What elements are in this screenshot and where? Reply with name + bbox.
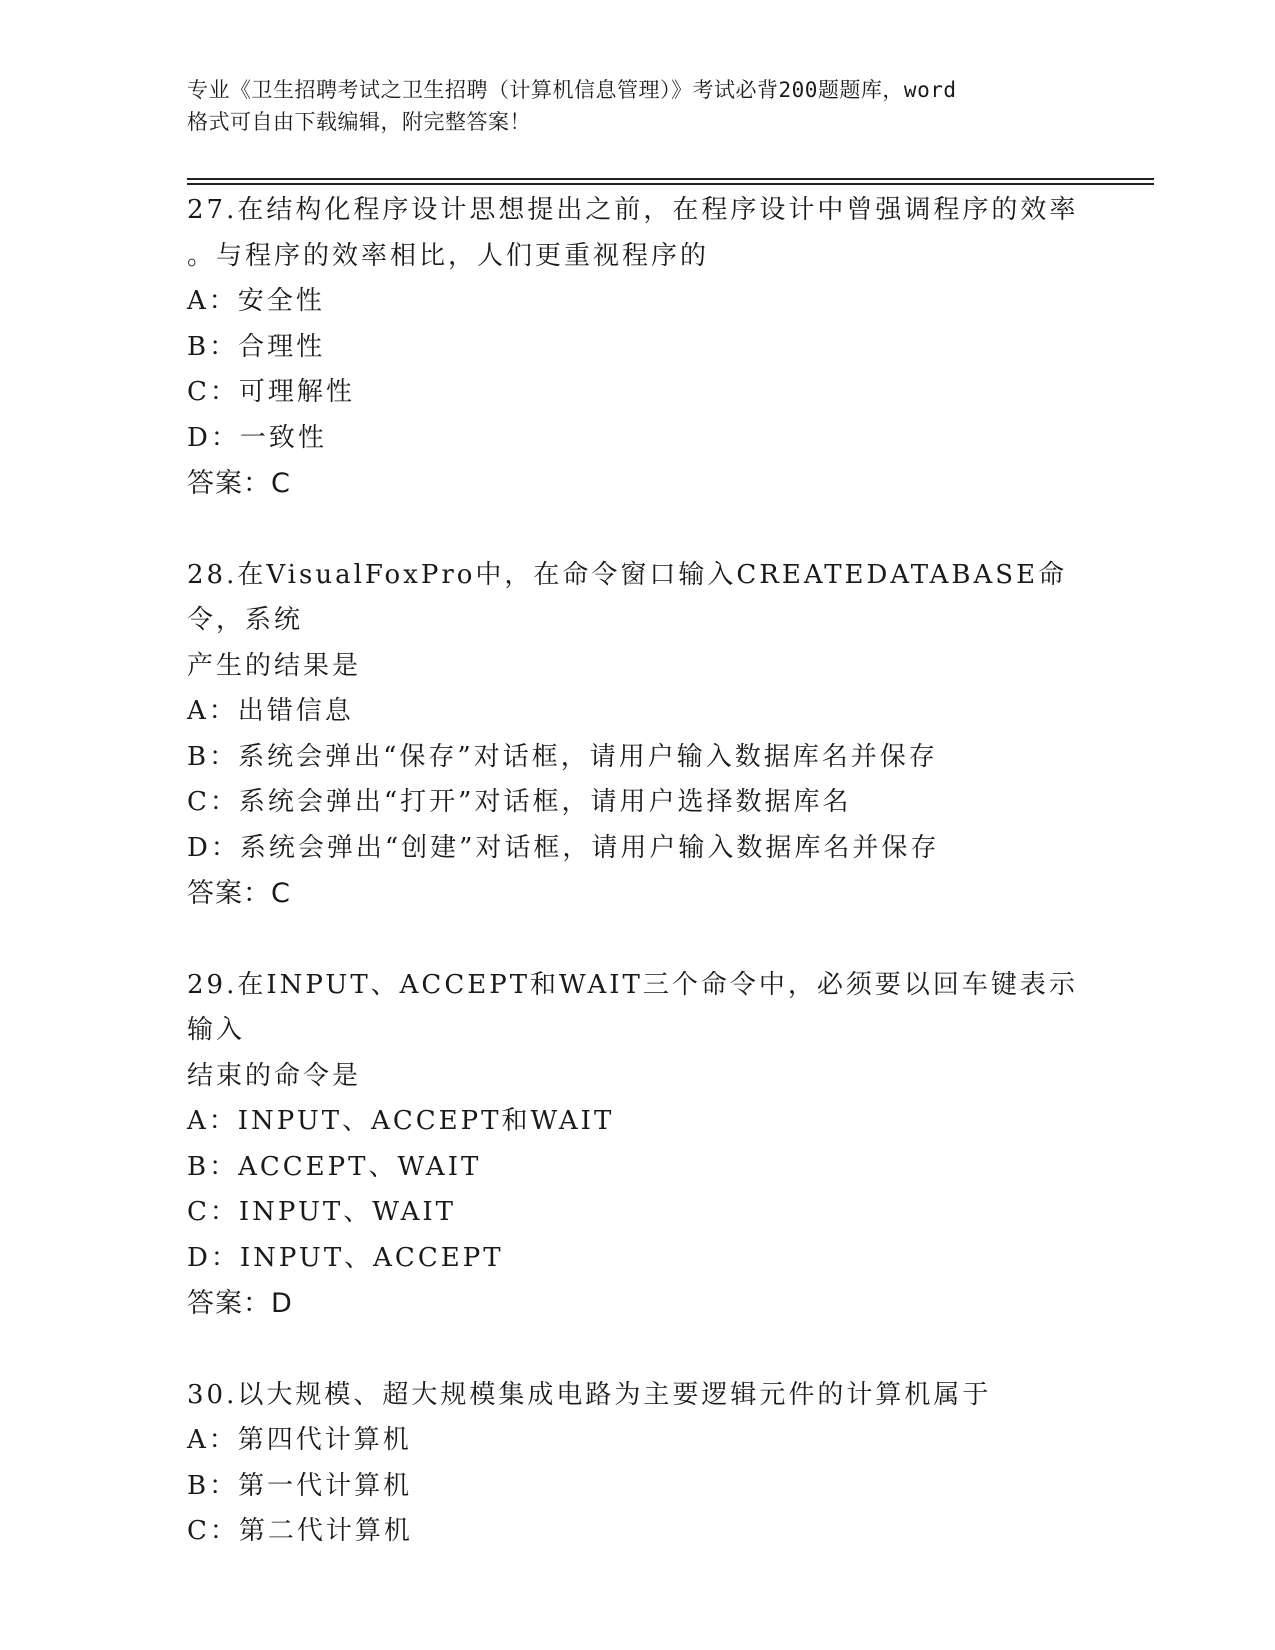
option-c: C：第二代计算机 bbox=[187, 1516, 413, 1546]
spacer bbox=[187, 1327, 1087, 1373]
question-text: 30.以大规模、超大规模集成电路为主要逻辑元件的计算机属于 bbox=[187, 1379, 992, 1410]
option-b: B：ACCEPT、WAIT bbox=[187, 1151, 482, 1182]
option-c: C：INPUT、WAIT bbox=[187, 1197, 457, 1227]
document-header bbox=[187, 74, 1087, 138]
option-c: C：可理解性 bbox=[187, 377, 355, 407]
option-a: A：出错信息 bbox=[187, 696, 354, 726]
option-a: A：第四代计算机 bbox=[187, 1425, 412, 1455]
question-28 bbox=[187, 553, 1087, 917]
option-b: B：系统会弹出“保存”对话框，请用户输入数据库名并保存 bbox=[187, 741, 938, 772]
question-list bbox=[187, 188, 1087, 1555]
option-a: A：安全性 bbox=[187, 286, 325, 316]
question-text: 结束的命令是 bbox=[187, 1060, 362, 1091]
option-d: D：系统会弹出“创建”对话框，请用户输入数据库名并保存 bbox=[187, 832, 940, 863]
option-b: B：合理性 bbox=[187, 331, 326, 362]
question-30 bbox=[187, 1373, 1087, 1555]
question-text: 产生的结果是 bbox=[187, 650, 362, 681]
option-b: B：第一代计算机 bbox=[187, 1470, 413, 1501]
question-text: 28.在VisualFoxPro中，在命令窗口输入CREATEDATABASE命令，系统 bbox=[187, 559, 1068, 635]
question-text: 29.在INPUT、ACCEPT和WAIT三个命令中，必须要以回车键表示输入 bbox=[187, 969, 1078, 1045]
question-27 bbox=[187, 188, 1087, 507]
header-line-1: 专业《卫生招聘考试之卫生招聘（计算机信息管理）》考试必背200题题库，word bbox=[187, 78, 957, 102]
question-text: 27.在结构化程序设计思想提出之前，在程序设计中曾强调程序的效率 bbox=[187, 195, 1079, 225]
option-c: C：系统会弹出“打开”对话框，请用户选择数据库名 bbox=[187, 787, 852, 817]
answer-line: 答案：D bbox=[187, 1288, 293, 1319]
header-divider-bottom bbox=[187, 183, 1154, 185]
header-line-2: 格式可自由下载编辑，附完整答案！ bbox=[187, 110, 531, 134]
spacer bbox=[187, 917, 1087, 963]
answer-line: 答案：C bbox=[187, 878, 291, 909]
option-d: D：INPUT、ACCEPT bbox=[187, 1242, 504, 1273]
spacer bbox=[187, 507, 1087, 553]
answer-line: 答案：C bbox=[187, 468, 291, 499]
option-a: A：INPUT、ACCEPT和WAIT bbox=[187, 1106, 615, 1136]
option-d: D：一致性 bbox=[187, 422, 327, 453]
question-29 bbox=[187, 963, 1087, 1327]
header-divider-top bbox=[187, 178, 1154, 180]
question-text: 。与程序的效率相比，人们更重视程序的 bbox=[187, 240, 710, 271]
